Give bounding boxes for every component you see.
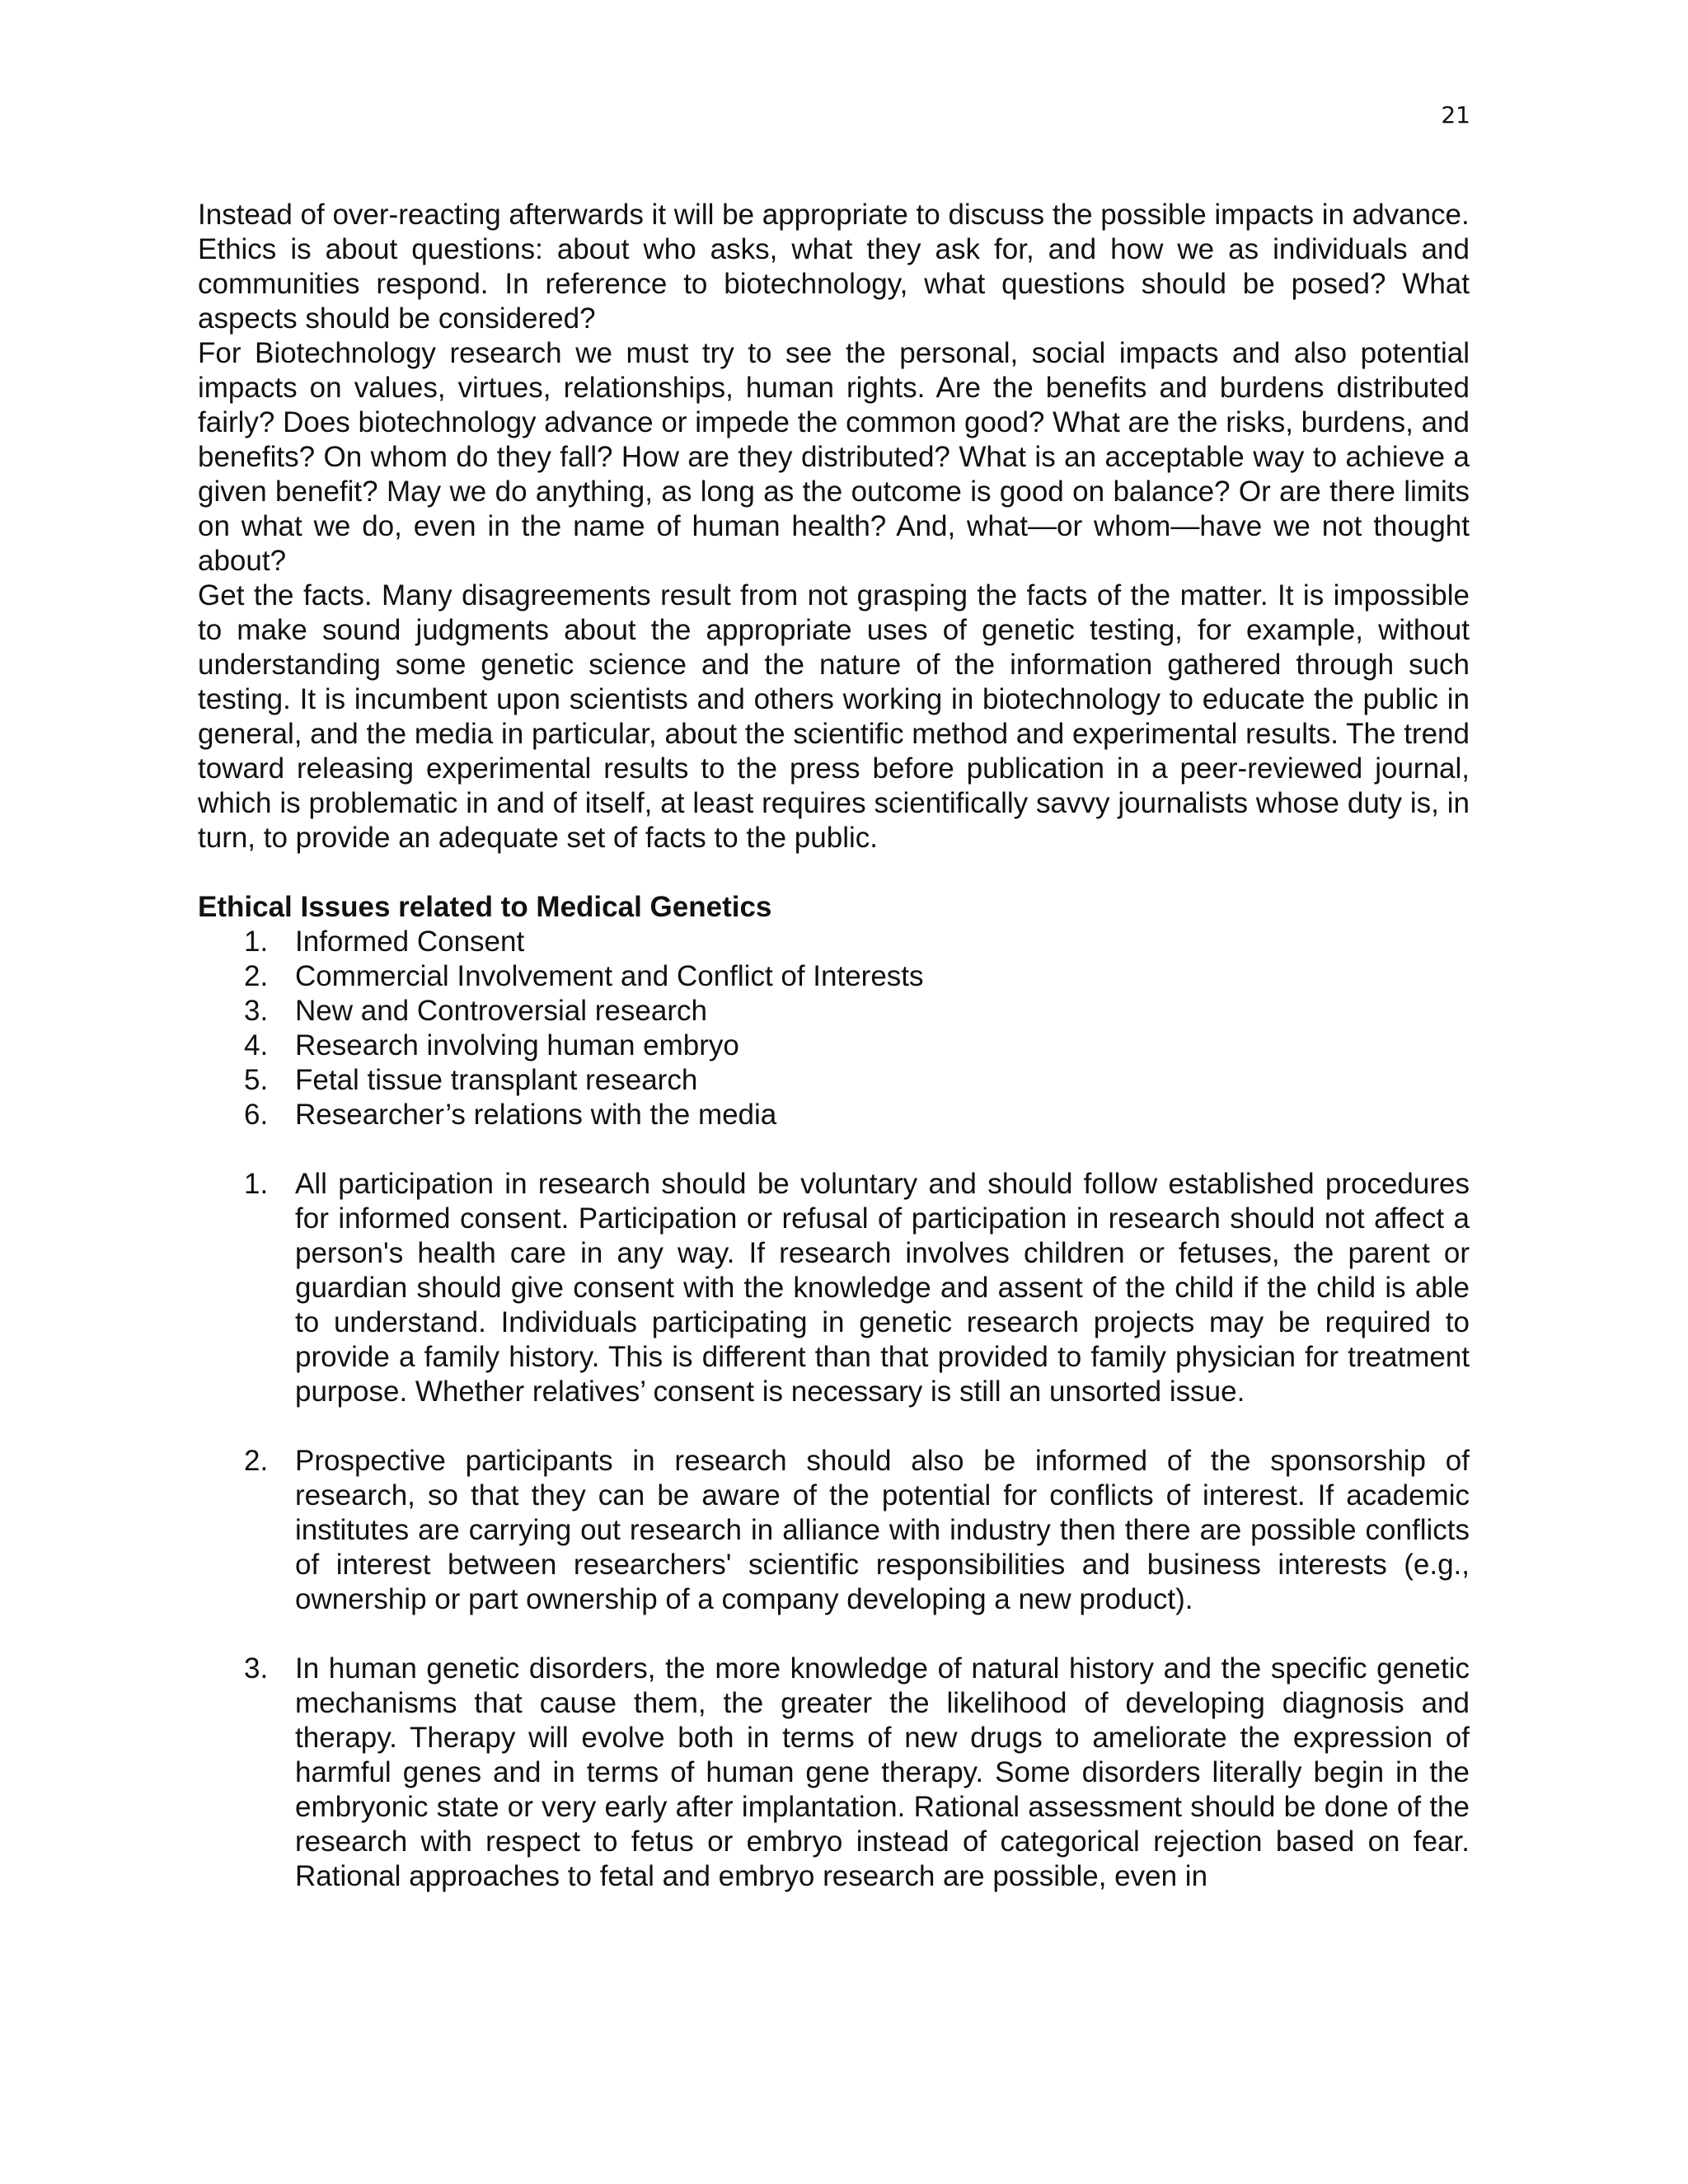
paragraph-get-the-facts: Get the facts. Many disagreements result from not grasping the facts of the matter. It is impossible to make sound judgments about the appropriate uses of genetic testing, for example, without understanding some genetic science and the nature of the information gathered through such testing. It is incumbent upon scientists and others working in biotechnology to educate the public in general, and the media in particular, about the scientific method and experimental results. The trend toward releasing experimental results to the press before publication in a peer-reviewed journal, which is problematic in and of itself, at least requires scientifically savvy journalists whose duty is, in turn, to provide an adequate set of facts to the public. [198, 579, 1470, 854]
detail-item-controversial-research [198, 1652, 1470, 1894]
detail-item-conflict-of-interest [198, 1444, 1470, 1617]
detail-item-informed-consent [198, 1167, 1470, 1409]
detail-item-text: All participation in research should be voluntary and should follow established procedures for informed consent. Participation or refusal of participation in research should not affect a person's health care in any way. If research involves children or fetuses, the parent or guardian should give consent with the knowledge and assent of the child if the child is able to understand. Individuals participating in genetic research projects may be required to provide a family history. This is different than that provided to family physician for treatment purpose. Whether relatives’ consent is necessary is still an unsorted issue. [295, 1168, 1470, 1408]
list-item-text: Fetal tissue transplant research [295, 1064, 698, 1096]
paragraph-advance-discussion: Instead of over-reacting afterwards it will be appropriate to discuss the possible impacts in advance. [198, 199, 1470, 231]
list-item [198, 1098, 1470, 1132]
list-item [198, 925, 1470, 959]
issue-details-list [198, 1167, 1470, 1894]
paragraph-ethics-questions: Ethics is about questions: about who asks, what they ask for, and how we as individuals and communities respond. In reference to biotechnology, what questions should be posed? What aspects should be considered? [198, 233, 1470, 335]
paragraph-biotech-impacts: For Biotechnology research we must try to see the personal, social impacts and also potential impacts on values, virtues, relationships, human rights. Are the benefits and burdens distributed fairly? Does biotechnology advance or impede the common good? What are the risks, burdens, and benefits? On whom do they fall? How are they distributed? What is an acceptable way to achieve a given benefit? May we do anything, as long as the outcome is good on balance? Or are there limits on what we do, even in the name of human health? And, what—or whom—have we not thought about? [198, 337, 1470, 577]
list-item-number: 3. [244, 995, 269, 1027]
document-body [198, 198, 1470, 1929]
list-item-number: 1. [244, 926, 269, 958]
list-item-number: 5. [244, 1064, 269, 1096]
list-item [198, 959, 1470, 994]
list-item-text: New and Controversial research [295, 995, 707, 1027]
detail-item-text: In human genetic disorders, the more knowledge of natural history and the specific genetic mechanisms that cause them, the greater the likelihood of developing diagnosis and therapy. Therapy will evolve both in terms of new drugs to ameliorate the expression of harmful genes and in terms of human gene therapy. Some disorders literally begin in the embryonic state or very early after implantation. Rational assessment should be done of the research with respect to fetus or embryo instead of categorical rejection based on fear. Rational approaches to fetal and embryo research are possible, even in [295, 1652, 1470, 1892]
list-item [198, 1063, 1470, 1098]
list-item-text: Research involving human embryo [295, 1029, 739, 1062]
list-item-text: Informed Consent [295, 926, 525, 958]
section-heading: Ethical Issues related to Medical Genetics [198, 891, 772, 923]
list-item-text: Researcher’s relations with the media [295, 1099, 777, 1131]
detail-item-text: Prospective participants in research should also be informed of the sponsorship of research, so that they can be aware of the potential for conflicts of interest. If academic institutes are carrying out research in alliance with industry then there are possible conflicts of interest between researchers' scientific responsibilities and business interests (e.g., ownership or part ownership of a company developing a new product). [295, 1445, 1470, 1615]
list-item-number: 2. [244, 960, 269, 992]
list-item [198, 1029, 1470, 1063]
detail-item-number: 3. [244, 1652, 269, 1685]
detail-item-number: 1. [244, 1168, 269, 1200]
list-item-number: 4. [244, 1029, 269, 1062]
issues-list [198, 925, 1470, 1132]
detail-item-number: 2. [244, 1445, 269, 1477]
list-item [198, 994, 1470, 1029]
page-number: 21 [1441, 101, 1470, 129]
list-item-number: 6. [244, 1099, 269, 1131]
list-item-text: Commercial Involvement and Conflict of Interests [295, 960, 924, 992]
